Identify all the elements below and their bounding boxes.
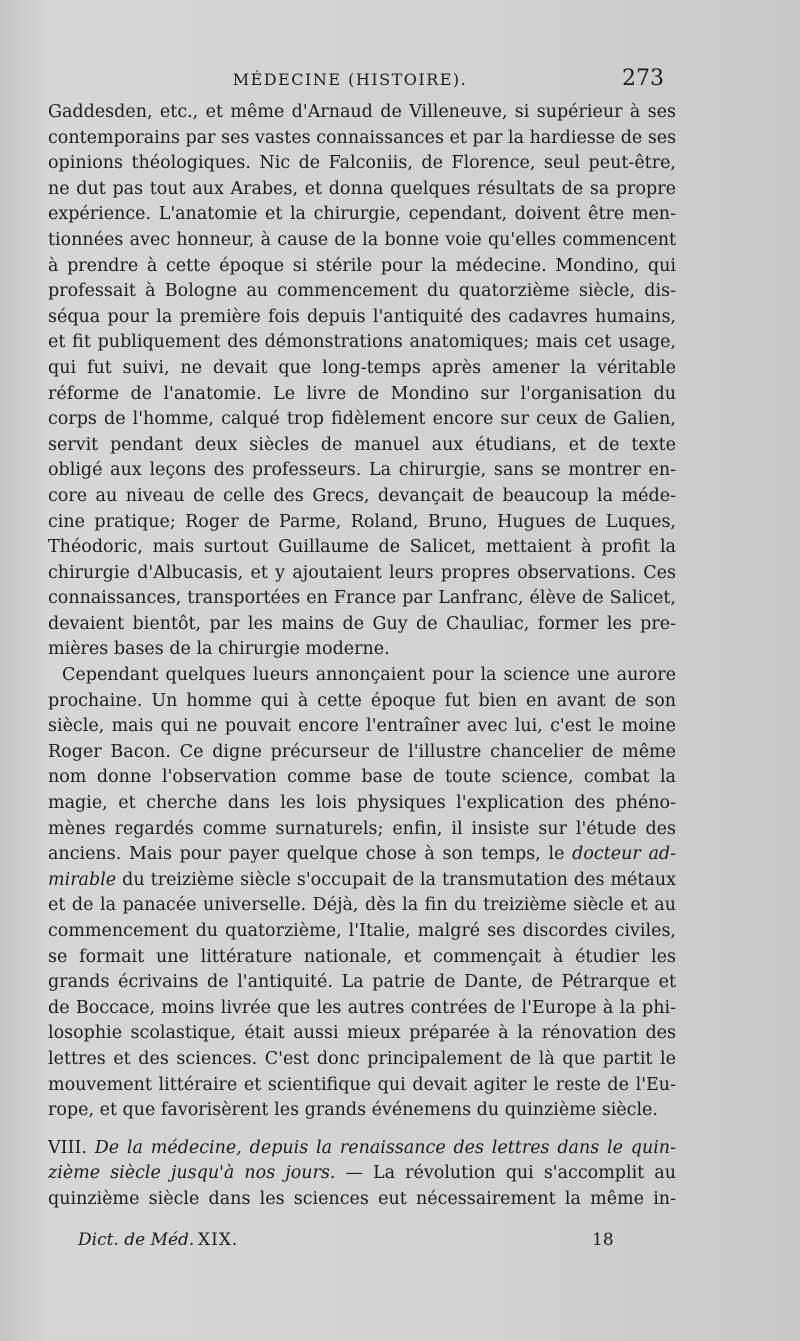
text-line: mouvement littéraire et scientifique qui devait agiter le reste de l'Eu- bbox=[48, 1074, 676, 1095]
text-line: de Boccace, moins livrée que les autres contrées de l'Europe à la phi- bbox=[48, 997, 676, 1018]
text-line: et de la panacée universelle. Déjà, dès la fin du treizième siècle et au bbox=[48, 895, 676, 916]
section-title-part-2: zième siècle jusqu'à nos jours. bbox=[48, 1163, 336, 1184]
text-line: mirable du treizième siècle s'occupait de la transmutation des métaux bbox=[48, 869, 676, 890]
text-line: connaissances, transportées en France par Lanfranc, élève de Salicet, bbox=[48, 588, 676, 609]
section-text: — La révolution qui s'accomplit au bbox=[345, 1163, 676, 1184]
text-line: magie, et cherche dans les lois physiques l'explication des phéno- bbox=[48, 793, 676, 814]
text-line: Théodoric, mais surtout Guillaume de Salicet, mettaient à profit la bbox=[48, 537, 676, 558]
section-title-part-1: De la médecine, depuis la renaissance des lettres dans le quin- bbox=[94, 1137, 676, 1158]
text-line: contemporains par ses vastes connaissances et par la hardiesse de ses bbox=[48, 127, 676, 148]
paragraph bbox=[48, 663, 676, 1124]
text-line: séqua pour la première fois depuis l'antiquité des cadavres humains, bbox=[48, 306, 676, 327]
text-line: grands écrivains de l'antiquité. La patrie de Dante, de Pétrarque et bbox=[48, 972, 676, 993]
text-line: nom donne l'observation comme base de toute science, combat la bbox=[48, 767, 676, 788]
text-line: servit pendant deux siècles de manuel aux étudians, et de texte bbox=[48, 434, 676, 455]
text-line: tionnées avec honneur, à cause de la bonne voie qu'elles commencent bbox=[48, 229, 676, 250]
text-line: se formait une littérature nationale, et commençait à étudier les bbox=[48, 946, 676, 967]
text-line: réforme de l'anatomie. Le livre de Mondino sur l'organisation du bbox=[48, 383, 676, 404]
text-line: commencement du quatorzième, l'Italie, malgré ses discordes civiles, bbox=[48, 921, 676, 941]
page-number: 273 bbox=[622, 66, 664, 91]
page-header bbox=[0, 66, 800, 96]
body-text bbox=[48, 100, 676, 1213]
volume-number: XIX. bbox=[198, 1230, 239, 1250]
signature-title: Dict. de Méd. bbox=[78, 1230, 195, 1250]
text-line: mènes regardés comme surnaturels; enfin, il insiste sur l'étude des bbox=[48, 818, 676, 839]
text-line: prochaine. Un homme qui à cette époque fut bien en avant de son bbox=[48, 690, 676, 711]
text-line: ne dut pas tout aux Arabes, et donna quelques résultats de sa propre bbox=[48, 178, 676, 199]
section-text-line: quinzième siècle dans les sciences eut nécessairement la même in- bbox=[48, 1188, 676, 1209]
text-line: siècle, mais qui ne pouvait encore l'entraîner avec lui, c'est le moine bbox=[48, 716, 676, 737]
text-line: Roger Bacon. Ce digne précurseur de l'illustre chancelier de même bbox=[48, 741, 676, 762]
text-line: core au niveau de celle des Grecs, devançait de beaucoup la méde- bbox=[48, 485, 676, 506]
text-line: professait à Bologne au commencement du quatorzième siècle, dis- bbox=[48, 281, 676, 302]
text-line: lettres et des sciences. C'est donc principalement de là que partit le bbox=[48, 1048, 676, 1069]
text-line: Gaddesden, etc., et même d'Arnaud de Villeneuve, si supérieur à ses bbox=[48, 102, 676, 122]
text-line: opinions théologiques. Nic de Falconiis, de Florence, seul peut-être, bbox=[48, 153, 676, 174]
italic-phrase: docteur ad- bbox=[572, 844, 676, 865]
text-line: devaient bientôt, par les mains de Guy de Chauliac, former les pre- bbox=[48, 613, 676, 634]
section-number: VIII. bbox=[48, 1137, 87, 1158]
text-line: corps de l'homme, calqué trop fidèlement encore sur ceux de Galien, bbox=[48, 409, 676, 430]
text-line: anciens. Mais pour payer quelque chose à son temps, le docteur ad- bbox=[48, 844, 676, 865]
text-line: et fit publiquement des démonstrations anatomiques; mais cet usage, bbox=[48, 332, 676, 353]
running-title: MÉDECINE (HISTOIRE). bbox=[232, 70, 468, 89]
text-line: obligé aux leçons des professeurs. La chirurgie, sans se montrer en- bbox=[48, 460, 676, 481]
italic-phrase: mirable bbox=[48, 869, 117, 890]
text-line: rope, et que favorisèrent les grands événemens du quinzième siècle. bbox=[48, 1100, 658, 1121]
sheet-number: 18 bbox=[592, 1230, 614, 1250]
text-line: à prendre à cette époque si stérile pour la médecine. Mondino, qui bbox=[48, 255, 676, 276]
text-line: losophie scolastique, était aussi mieux préparée à la rénovation des bbox=[48, 1023, 676, 1044]
text-line: Cependant quelques lueurs annonçaient pour la science une aurore bbox=[62, 665, 676, 686]
text-line: expérience. L'anatomie et la chirurgie, cependant, doivent être men- bbox=[48, 204, 676, 225]
text-line: chirurgie d'Albucasis, et y ajoutaient leurs propres observations. Ces bbox=[48, 562, 676, 583]
text-line: qui fut suivi, ne devait que long-temps après amener la véritable bbox=[48, 357, 676, 378]
paragraph bbox=[48, 100, 676, 663]
section-heading-paragraph bbox=[48, 1136, 676, 1213]
page-footer bbox=[0, 1230, 800, 1260]
text-line: mières bases de la chirurgie moderne. bbox=[48, 639, 390, 660]
text-line: cine pratique; Roger de Parme, Roland, Bruno, Hugues de Luques, bbox=[48, 511, 676, 532]
